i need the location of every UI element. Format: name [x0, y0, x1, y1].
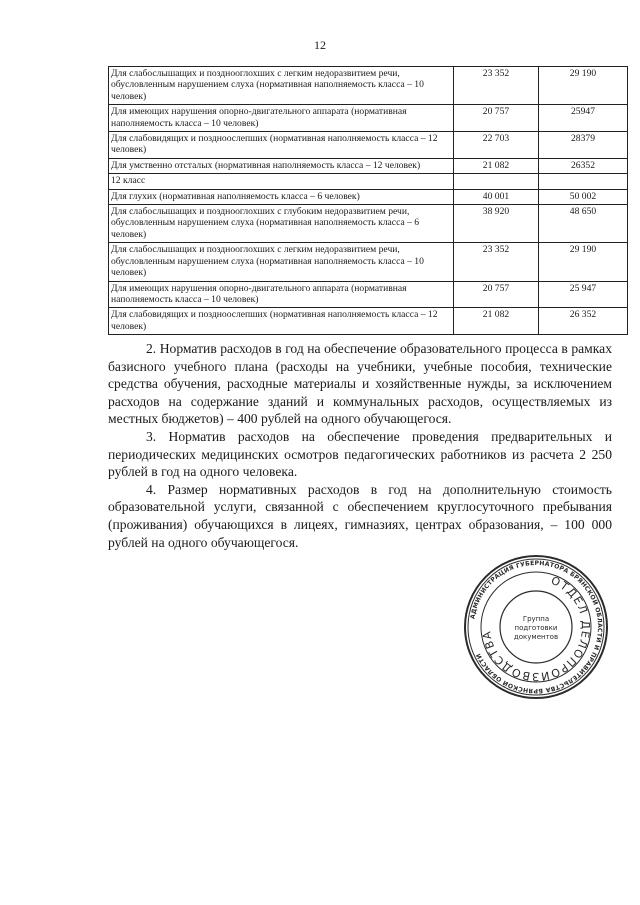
- row-value-2: 26352: [539, 158, 628, 173]
- row-value-1: 20 757: [454, 281, 539, 308]
- table-row: [109, 132, 628, 159]
- stamp-inner-line-3: документов: [513, 633, 559, 641]
- paragraph-3: 3. Норматив расходов на обеспечение проведения предварительных и периодических медицинских осмотров педагогических работников из расчета 2 250 рублей в год на одного человека.: [108, 428, 612, 480]
- department-stamp: [462, 553, 610, 701]
- table-row: [109, 189, 628, 204]
- row-description: Для глухих (нормативная наполняемость класса – 6 человек): [109, 189, 454, 204]
- table-row: [109, 243, 628, 281]
- table-row: [109, 174, 628, 189]
- row-description: Для имеющих нарушения опорно-двигательного аппарата (нормативная наполняемость класса – 10 человек): [109, 281, 454, 308]
- row-value-1: 40 001: [454, 189, 539, 204]
- row-description: Для слабослышащих и позднооглохших с глубоким недоразвитием речи, обусловленным нарушением слуха (нормативная наполняемость класса – 6 человек): [109, 205, 454, 243]
- row-value-1: 21 082: [454, 308, 539, 335]
- row-description: Для умственно отсталых (нормативная наполняемость класса – 12 человек): [109, 158, 454, 173]
- row-description: Для слабовидящих и поздноослепших (нормативная наполняемость класса – 12 человек): [109, 132, 454, 159]
- paragraph-4: 4. Размер нормативных расходов в год на дополнительную стоимость образовательной услуги, связанной с обеспечением круглосуточного пребывания (проживания) обучающихся в лицеях, гимназиях, центрах образования, – 100 000 рублей на одного обучающегося.: [108, 481, 612, 550]
- stamp-middle-text: ОТДЕЛ ДЕЛОПРОИЗВОДСТВА: [479, 573, 593, 684]
- row-description: Для слабовидящих и поздноослепших (нормативная наполняемость класса – 12 человек): [109, 308, 454, 335]
- row-value-1: 20 757: [454, 105, 539, 132]
- row-value-1: 21 082: [454, 158, 539, 173]
- row-value-2: 26 352: [539, 308, 628, 335]
- row-description: Для слабослышащих и позднооглохших с легким недоразвитием речи, обусловленным нарушением слуха (нормативная наполняемость класса – 10 человек): [109, 243, 454, 281]
- stamp-seal: [462, 553, 610, 701]
- row-description: 12 класс: [109, 174, 454, 189]
- table-row: [109, 105, 628, 132]
- body-text: [108, 340, 612, 551]
- row-value-1: 23 352: [454, 67, 539, 105]
- row-value-1: 23 352: [454, 243, 539, 281]
- row-description: Для слабослышащих и позднооглохших с легким недоразвитием речи, обусловленным нарушением слуха (нормативная наполняемость класса – 10 человек): [109, 67, 454, 105]
- row-value-1: [454, 174, 539, 189]
- row-value-2: 50 002: [539, 189, 628, 204]
- row-value-1: 38 920: [454, 205, 539, 243]
- row-value-2: [539, 174, 628, 189]
- row-description: Для имеющих нарушения опорно-двигательного аппарата (нормативная наполняемость класса – 10 человек): [109, 105, 454, 132]
- stamp-inner-line-1: Группа: [522, 615, 550, 623]
- paragraph-2: 2. Норматив расходов в год на обеспечение образовательного процесса в рамках базисного учебного плана (расходы на учебники, учебные пособия, технические средства обучения, расходные материалы и хозяйственные нужды, за исключением расходов на содержание зданий и коммунальных расходов, осуществляемых из местных бюджетов) – 400 рублей на одного обучающегося.: [108, 341, 612, 427]
- table-row: [109, 281, 628, 308]
- table-row: [109, 308, 628, 335]
- row-value-1: 22 703: [454, 132, 539, 159]
- table-row: [109, 205, 628, 243]
- row-value-2: 28379: [539, 132, 628, 159]
- stamp-outer-text: АДМИНИСТРАЦИЯ ГУБЕРНАТОРА БРЯНСКОЙ ОБЛАСТИ И ПРАВИТЕЛЬСТВА БРЯНСКОЙ ОБЛАСТИ: [469, 559, 604, 695]
- row-value-2: 25 947: [539, 281, 628, 308]
- page-number: 12: [314, 38, 326, 52]
- table-row: [109, 67, 628, 105]
- stamp-inner-line-2: подготовки: [514, 624, 558, 632]
- row-value-2: 29 190: [539, 243, 628, 281]
- row-value-2: 29 190: [539, 67, 628, 105]
- row-value-2: 25947: [539, 105, 628, 132]
- norms-table: [108, 66, 628, 335]
- table-row: [109, 158, 628, 173]
- row-value-2: 48 650: [539, 205, 628, 243]
